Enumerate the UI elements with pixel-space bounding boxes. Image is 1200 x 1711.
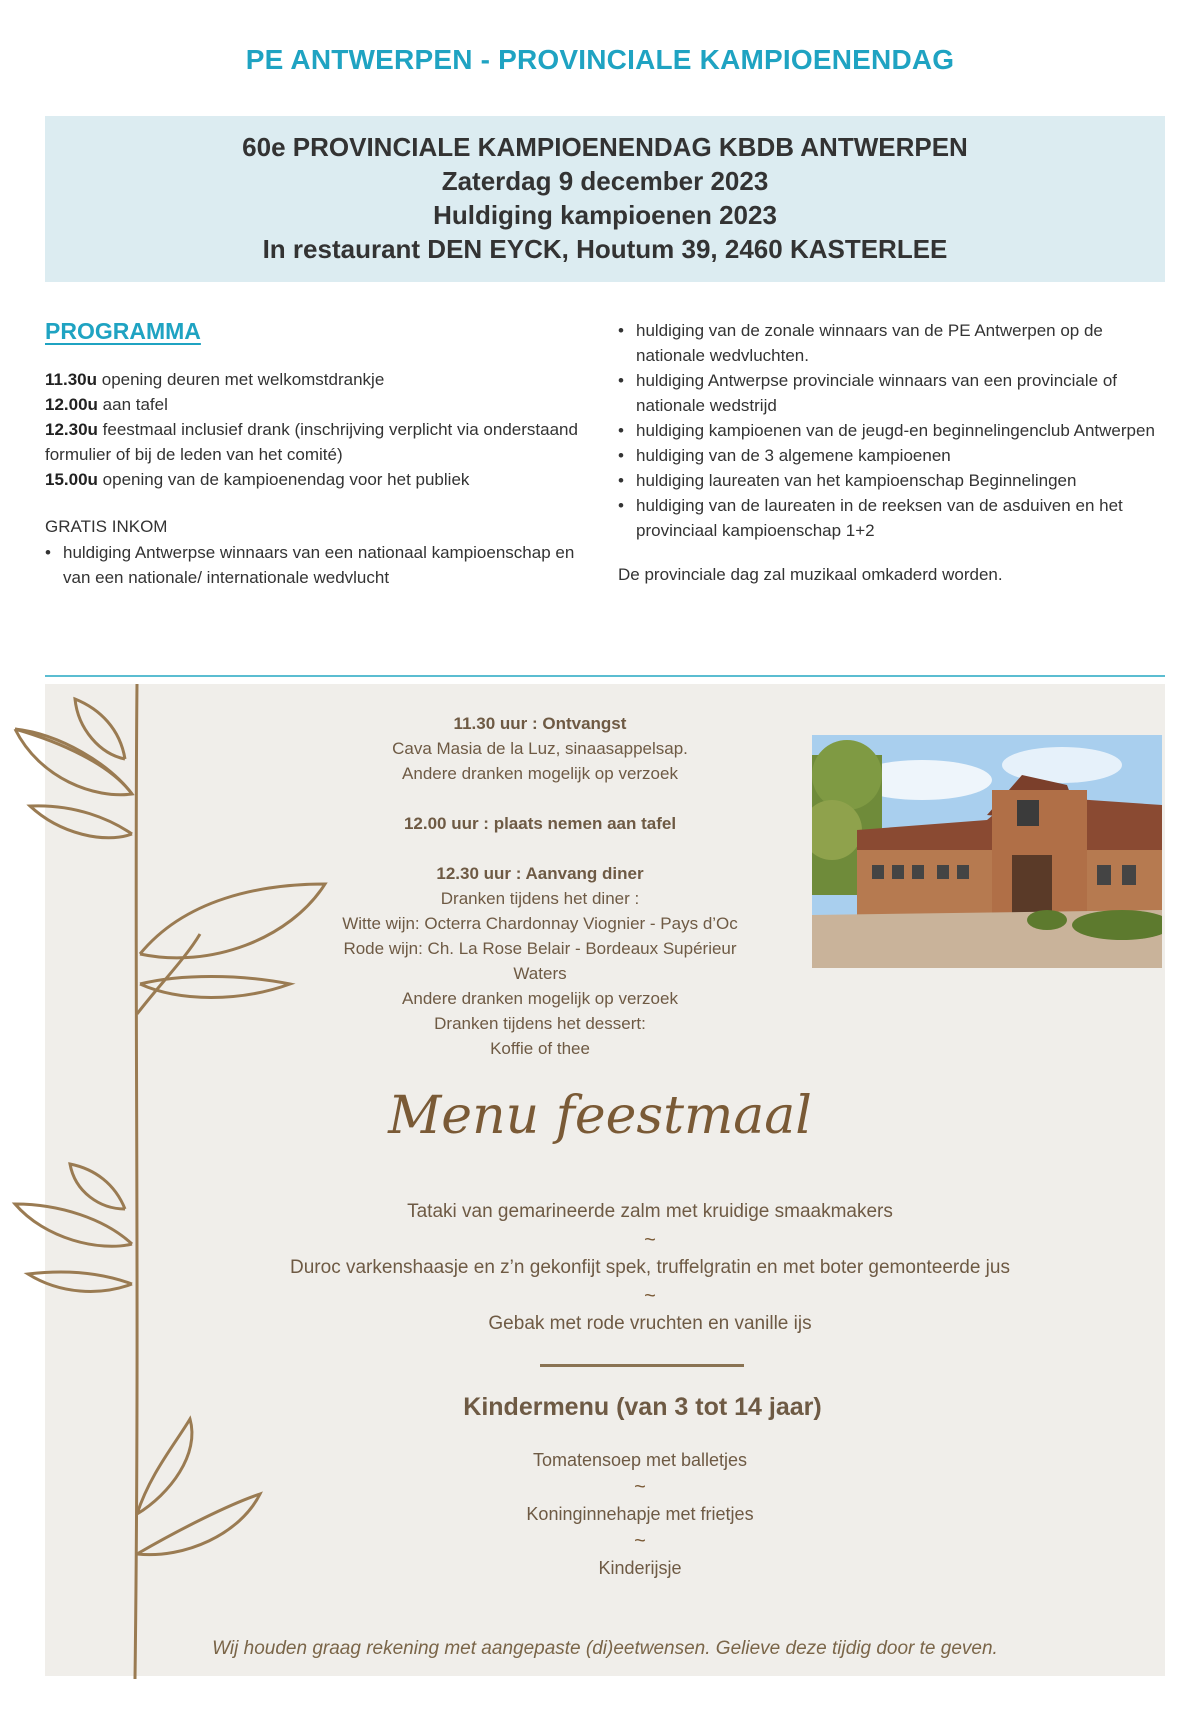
programma-right-column (618, 318, 1168, 585)
list-item: • huldiging laureaten van het kampioenschap Beginnelingen (618, 468, 1168, 493)
reception-line: Rode wijn: Ch. La Rose Belair - Bordeaux Supérieur (343, 939, 737, 958)
menu-separator: ~ (644, 1285, 656, 1307)
schedule-text: aan tafel (102, 395, 168, 414)
reception-line: Cava Masia de la Luz, sinaasappelsap. (392, 739, 688, 758)
schedule-line (45, 367, 605, 392)
programma-left-column (45, 318, 605, 590)
reception-line: Witte wijn: Octerra Chardonnay Viognier - Pays d’Oc (342, 914, 738, 933)
list-item: • huldiging Antwerpse provinciale winnaars van een provinciale of nationale wedstrijd (618, 368, 1168, 418)
schedule-line (45, 467, 605, 492)
restaurant-photo (812, 735, 1162, 968)
banner-line-location: In restaurant DEN EYCK, Houtum 39, 2460 KASTERLEE (262, 234, 948, 264)
schedule-time: 12.30u (45, 420, 98, 439)
list-item: • huldiging van de 3 algemene kampioenen (618, 443, 1168, 468)
list-item: • huldiging Antwerpse winnaars van een nationaal kampioenschap en van een nationale/ internationale wedvlucht (45, 540, 605, 590)
banner-line-event: 60e PROVINCIALE KAMPIOENENDAG KBDB ANTWERPEN (242, 132, 968, 162)
schedule-line (45, 392, 605, 417)
banner-line-date: Zaterdag 9 december 2023 (441, 166, 769, 196)
gratis-inkom-label: GRATIS INKOM (45, 517, 168, 536)
banner-line-huldiging: Huldiging kampioenen 2023 (433, 200, 777, 230)
kids-menu-title: Kindermenu (van 3 tot 14 jaar) (463, 1393, 822, 1421)
left-bullet-list (45, 540, 605, 590)
kids-menu-course: Koninginnehapje met frietjes (526, 1504, 754, 1524)
schedule-time: 15.00u (45, 470, 98, 489)
programma-heading: PROGRAMMA (45, 318, 201, 344)
menu-separator: ~ (634, 1530, 646, 1552)
list-item: • huldiging van de zonale winnaars van de PE Antwerpen op de nationale wedvluchten. (618, 318, 1168, 368)
schedule-time: 12.00u (45, 395, 98, 414)
reception-heading: 12.30 uur : Aanvang diner (436, 864, 644, 883)
reception-heading: 11.30 uur : Ontvangst (453, 714, 627, 733)
menu-separator: ~ (644, 1229, 656, 1251)
reception-line: Koffie of thee (490, 1039, 590, 1058)
menu-course: Duroc varkenshaasje en z’n gekonfijt spek, truffelgratin en met boter gemonteerde jus (290, 1257, 1010, 1278)
menu-separator: ~ (634, 1476, 646, 1498)
reception-line: Andere dranken mogelijk op verzoek (402, 764, 678, 783)
reception-line: Dranken tijdens het dessert: (434, 1014, 646, 1033)
menu-title: Menu feestmaal (388, 1086, 812, 1146)
right-bullet-list (618, 318, 1168, 543)
kids-menu-course: Tomatensoep met balletjes (532, 1450, 748, 1470)
reception-line: Andere dranken mogelijk op verzoek (402, 989, 678, 1008)
reception-line: Dranken tijdens het diner : (440, 889, 640, 908)
menu-course: Gebak met rode vruchten en vanille ijs (488, 1313, 812, 1334)
menu-course: Tataki van gemarineerde zalm met kruidige smaakmakers (407, 1201, 893, 1222)
event-banner (45, 116, 1165, 282)
closing-line: De provinciale dag zal muzikaal omkaderd worden. (618, 565, 1003, 584)
reception-heading: 12.00 uur : plaats nemen aan tafel (403, 814, 677, 833)
reception-schedule (260, 710, 820, 1061)
list-item: • huldiging van de laureaten in de reeksen van de asduiven en het provinciaal kampioenschap 1+2 (618, 493, 1168, 543)
menu-items (100, 1198, 1200, 1338)
section-divider (45, 675, 1165, 677)
dietary-note: Wij houden graag rekening met aangepaste (di)eetwensen. Gelieve deze tijdig door te geven. (212, 1638, 998, 1659)
schedule-line (45, 417, 605, 467)
schedule-text: feestmaal inclusief drank (inschrijving verplicht via onderstaand formulier of bij de leden van het comité) (45, 420, 578, 464)
kids-menu-course: Kinderijsje (598, 1558, 682, 1578)
page-title: PE ANTWERPEN - PROVINCIALE KAMPIOENENDAG (245, 44, 955, 75)
kids-menu-items (390, 1447, 890, 1581)
reception-line: Waters (513, 964, 567, 983)
schedule-text: opening deuren met welkomstdrankje (101, 370, 385, 389)
schedule-time: 11.30u (45, 370, 97, 389)
menu-divider (540, 1364, 744, 1367)
schedule-text: opening van de kampioenendag voor het publiek (102, 470, 470, 489)
list-item: • huldiging kampioenen van de jeugd-en beginnelingenclub Antwerpen (618, 418, 1168, 443)
